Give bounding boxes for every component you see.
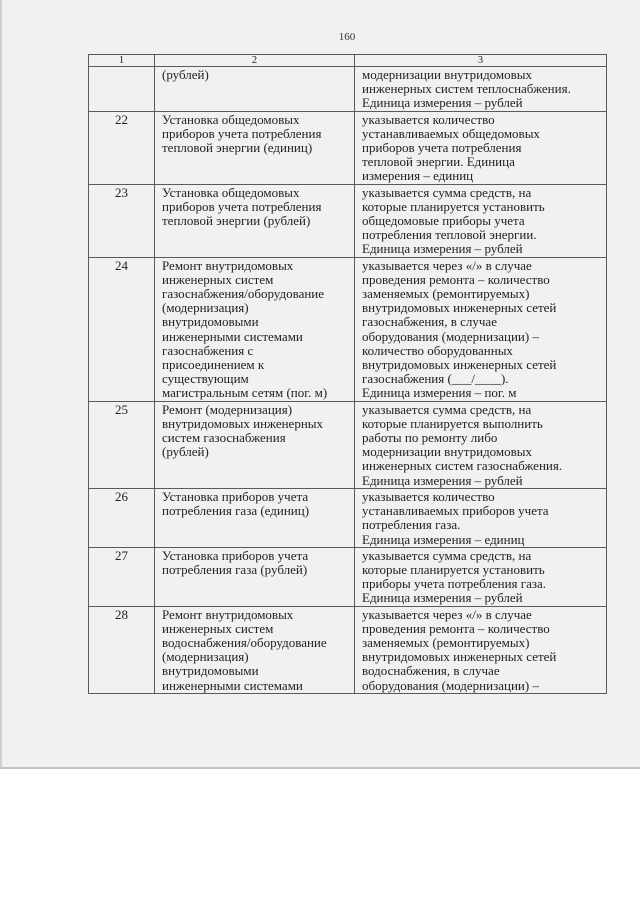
text-line: присоединением к [162, 357, 265, 373]
page-number: 160 [338, 31, 356, 43]
text-line: оборудования (модернизации) – [362, 328, 539, 344]
text-line: заменяемых (ремонтируемых) [362, 286, 530, 302]
work-item-cell [155, 606, 355, 693]
row-number: 23 [89, 184, 155, 257]
text-line: заменяемых (ремонтируемых) [362, 634, 530, 650]
text-line: потребления газа (единиц) [162, 503, 310, 519]
work-item-cell [155, 67, 355, 112]
text-line: внутридомовыми [162, 663, 259, 679]
text-line: внутридомовых инженерных сетей [362, 357, 557, 373]
text-line: магистральным сетям (пог. м) [162, 385, 328, 401]
text-line: количество оборудованных [362, 342, 513, 358]
text-line: систем газоснабжения [162, 430, 286, 446]
text-line: тепловой энергии (единиц) [162, 140, 313, 156]
table-row [89, 67, 607, 112]
table-row [89, 547, 607, 606]
text-line: Единица измерения – рублей [362, 472, 523, 488]
text-line: устанавливаемых приборов учета [362, 503, 549, 519]
description-cell [355, 547, 607, 606]
text-line: указывается сумма средств, на [362, 547, 532, 563]
text-line: приборов учета потребления [162, 125, 322, 141]
text-line: инженерных систем [162, 271, 274, 287]
row-number: 24 [89, 257, 155, 401]
header-col-1: 1 [89, 55, 155, 67]
work-item-cell [155, 184, 355, 257]
table-row [89, 401, 607, 488]
table-row [89, 184, 607, 257]
text-line: указывается сумма средств, на [362, 401, 532, 417]
table-row [89, 111, 607, 184]
text-line: газоснабжения (___/____). [362, 371, 509, 387]
text-line: внутридомовыми [162, 314, 259, 330]
description-cell [355, 67, 607, 112]
text-line: Установка приборов учета [162, 547, 309, 563]
row-number: 28 [89, 606, 155, 693]
text-line: водоснабжения, в случае [362, 663, 500, 679]
text-line: Установка общедомовых [162, 111, 300, 127]
text-line: Установка общедомовых [162, 184, 300, 200]
document-table [88, 54, 607, 694]
text-line: газоснабжения с [162, 342, 254, 358]
text-line: водоснабжения/оборудование [162, 634, 327, 650]
text-line: которые планируется выполнить [362, 415, 543, 431]
description-cell [355, 257, 607, 401]
text-line: газоснабжения/оборудование [162, 286, 325, 302]
text-line: (модернизация) [162, 300, 249, 316]
table-row [89, 606, 607, 693]
text-line: потребления тепловой энергии. [362, 227, 537, 243]
row-number [89, 67, 155, 112]
text-line: измерения – единиц [362, 168, 474, 184]
text-line: тепловой энергии. Единица [362, 154, 515, 170]
text-line: Единица измерения – рублей [362, 241, 523, 257]
work-item-cell [155, 488, 355, 547]
text-line: проведения ремонта – количество [362, 620, 550, 636]
table-body [89, 67, 607, 694]
text-line: (рублей) [162, 67, 209, 82]
text-line: указывается через «/» в случае [362, 257, 532, 273]
text-line: указывается количество [362, 111, 495, 127]
text-line: работы по ремонту либо [362, 430, 498, 446]
text-line: внутридомовых инженерных [162, 415, 324, 431]
description-cell [355, 111, 607, 184]
text-line: инженерными системами [162, 328, 303, 344]
text-line: существующим [162, 371, 249, 387]
work-item-cell [155, 257, 355, 401]
table-row [89, 257, 607, 401]
text-line: общедомовые приборы учета [362, 213, 525, 229]
text-line: Ремонт (модернизация) [162, 401, 293, 417]
text-line: приборов учета потребления [162, 198, 322, 214]
text-line: внутридомовых инженерных сетей [362, 300, 557, 316]
text-line: оборудования (модернизации) – [362, 677, 539, 693]
text-line: газоснабжения, в случае [362, 314, 497, 330]
row-number: 27 [89, 547, 155, 606]
work-item-cell [155, 401, 355, 488]
text-line: инженерных систем теплоснабжения. [362, 81, 571, 97]
text-line: проведения ремонта – количество [362, 271, 550, 287]
text-line: Ремонт внутридомовых [162, 606, 294, 622]
work-item-cell [155, 111, 355, 184]
table-row [89, 488, 607, 547]
work-item-cell [155, 547, 355, 606]
text-line: приборов учета потребления [362, 140, 522, 156]
description-cell [355, 401, 607, 488]
text-line: Единица измерения – рублей [362, 590, 523, 606]
text-line: инженерных систем [162, 620, 274, 636]
text-line: Единица измерения – пог. м [362, 385, 517, 401]
text-line: Ремонт внутридомовых [162, 257, 294, 273]
text-line: потребления газа (рублей) [162, 561, 308, 577]
text-line: Единица измерения – рублей [362, 95, 523, 111]
text-line: модернизации внутридомовых [362, 444, 533, 460]
description-cell [355, 606, 607, 693]
text-line: которые планируется установить [362, 198, 545, 214]
text-line: Установка приборов учета [162, 488, 309, 504]
text-line: указывается сумма средств, на [362, 184, 532, 200]
text-line: указывается количество [362, 488, 495, 504]
text-line: модернизации внутридомовых [362, 67, 533, 82]
text-line: (рублей) [162, 444, 209, 460]
header-row [89, 55, 607, 67]
row-number: 25 [89, 401, 155, 488]
description-cell [355, 488, 607, 547]
row-number: 26 [89, 488, 155, 547]
text-line: тепловой энергии (рублей) [162, 213, 311, 229]
text-line: которые планируется установить [362, 561, 545, 577]
header-col-2: 2 [155, 55, 355, 67]
table-header [89, 55, 607, 67]
text-line: инженерными системами [162, 677, 303, 693]
header-col-3: 3 [355, 55, 607, 67]
text-line: приборы учета потребления газа. [362, 576, 547, 592]
row-number: 22 [89, 111, 155, 184]
text-line: потребления газа. [362, 517, 461, 533]
text-line: указывается через «/» в случае [362, 606, 532, 622]
description-cell [355, 184, 607, 257]
text-line: инженерных систем газоснабжения. [362, 458, 563, 474]
text-line: Единица измерения – единиц [362, 531, 525, 547]
text-line: (модернизация) [162, 649, 249, 665]
text-line: устанавливаемых общедомовых [362, 125, 540, 141]
text-line: внутридомовых инженерных сетей [362, 649, 557, 665]
